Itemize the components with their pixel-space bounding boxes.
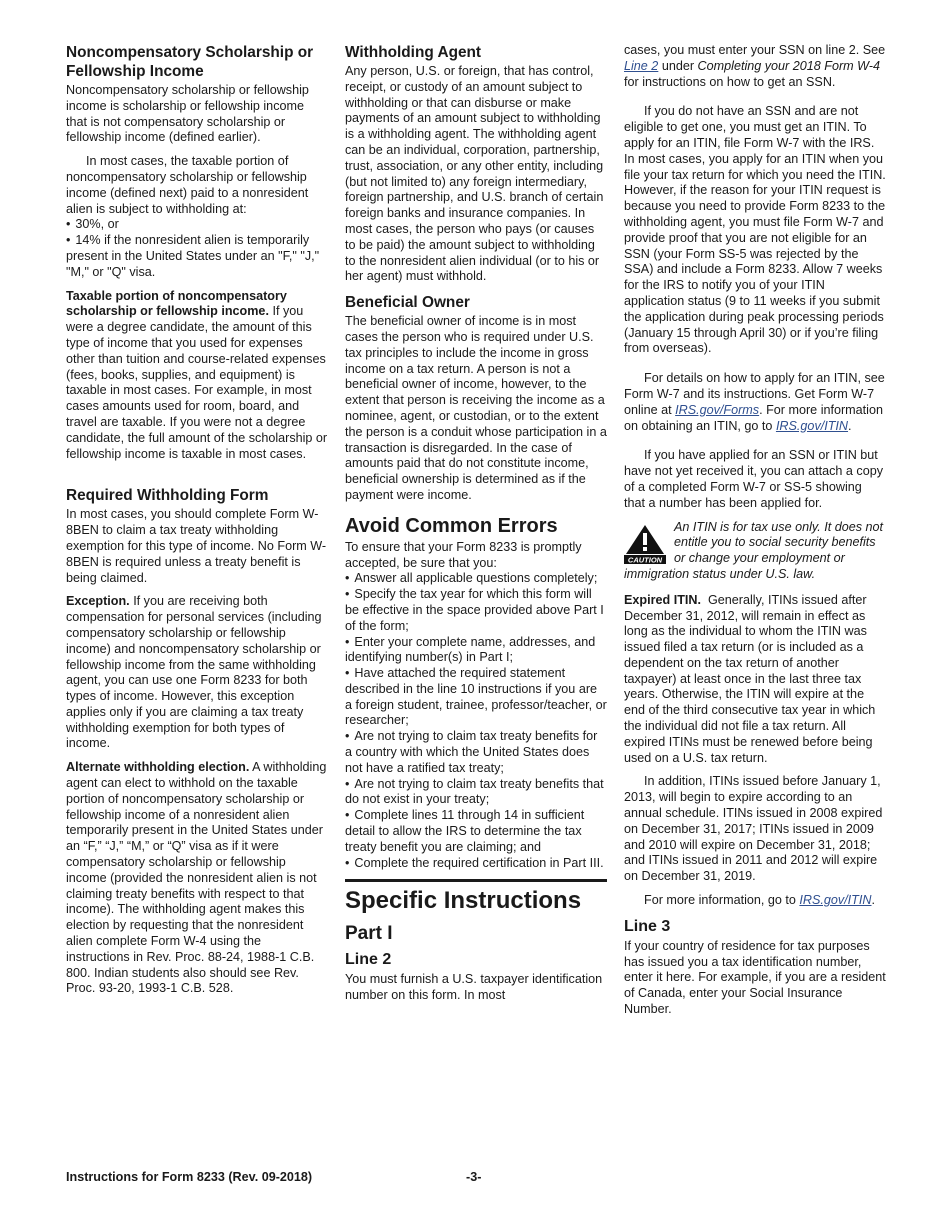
paragraph: Exception. If you are receiving both compensation for personal services (including compensatory scholarship or fellowship income) and noncompensatory scholarship or fellowship income from the same withholding agent, you can use one Form 8233 for both types of income. However, this exception applies only if you are claiming a tax treaty withholding exemption for both types of income. bbox=[66, 594, 322, 751]
paragraph: cases, you must enter your SSN on line 2. See Line 2 under Completing your 2018 Form W-4 for instructions on how to get an SSN. bbox=[624, 43, 886, 89]
irs-forms-link[interactable]: IRS.gov/Forms bbox=[675, 402, 760, 417]
list-item: • Complete the required certification in Part III. bbox=[345, 856, 607, 872]
heading-noncompensatory: Noncompensatory Scholarship or Fellowship Income bbox=[66, 44, 314, 80]
caution-text: An ITIN is for tax use only. It does not entitle you to social security benefits or change your employment or immigration status under U.S. law. bbox=[624, 519, 884, 581]
paragraph: The beneficial owner of income is in most cases the person who is required under U.S. tax principles to include the income in gross income on a tax return. A person is not a beneficial owner of income, however, to the extent that person is receiving the income as a nominee, agent, or custodian, or to the extent the person is a conduit whose participation in a transaction is disregarded. In the case of amounts paid that do not constitute income, beneficial ownership is determined as if the payment were income. bbox=[345, 314, 607, 502]
list-item: • Are not trying to claim tax treaty benefits that do not exist in your treaty; bbox=[345, 777, 607, 809]
column-3 bbox=[624, 43, 886, 1026]
heading-line-2: Line 2 bbox=[345, 951, 392, 969]
footer-form-title: Instructions for Form 8233 (Rev. 09-2018) bbox=[66, 1170, 313, 1184]
paragraph: If your country of residence for tax purposes has issued you a tax identification number, enter it here. For example, if you are a resident of Canada, enter your Social Insurance Number. bbox=[624, 938, 886, 1017]
paragraph: In addition, ITINs issued before January 1, 2013, will begin to expire according to an annual schedule. ITINs issued in 2008 expired on December 31, 2017; ITINs issued in 2009 and 2010 will expire on December 31, 2018; and ITINs issued in 2011 and 2012 will expire on December 31, 2019. bbox=[624, 774, 883, 884]
run-in-heading: Expired ITIN. bbox=[624, 592, 701, 607]
column-1 bbox=[66, 43, 328, 1005]
list-item: • 30%, or bbox=[66, 217, 328, 233]
rate-list bbox=[66, 217, 328, 280]
heading-beneficial-owner: Beneficial Owner bbox=[345, 294, 470, 312]
heading-line-3: Line 3 bbox=[624, 917, 671, 935]
list-item: • 14% if the nonresident alien is temporarily present in the United States under an "F," "J," "M," or "Q" visa. bbox=[66, 233, 328, 280]
list-item: • Have attached the required statement described in the line 10 instructions if you are a foreign student, trainee, professor/teacher, or researcher; bbox=[345, 666, 607, 729]
list-item: • Answer all applicable questions completely; bbox=[345, 571, 607, 587]
list-item: • Complete lines 11 through 14 in sufficient detail to allow the IRS to determine the tax treaty benefit you are claiming; and bbox=[345, 808, 607, 855]
heading-specific-instructions: Specific Instructions bbox=[345, 879, 607, 916]
heading-required-form: Required Withholding Form bbox=[66, 487, 269, 505]
errors-list bbox=[345, 571, 607, 871]
heading-withholding-agent: Withholding Agent bbox=[345, 44, 482, 61]
caution-label: CAUTION bbox=[627, 555, 663, 564]
paragraph: In most cases, the taxable portion of noncompensatory scholarship or fellowship income (defined next) paid to a nonresident alien is subject to withholding at: bbox=[66, 154, 309, 216]
heading-part-1: Part I bbox=[345, 923, 393, 945]
paragraph: For details on how to apply for an ITIN, see Form W-7 and its instructions. Get Form W-7 online at IRS.gov/Forms. For more information on obtaining an ITIN, go to IRS.gov/ITIN. bbox=[624, 371, 885, 433]
list-item: • Enter your complete name, addresses, and identifying number(s) in Part I; bbox=[345, 635, 607, 667]
irs-itin-link[interactable]: IRS.gov/ITIN bbox=[775, 418, 849, 433]
paragraph: You must furnish a U.S. taxpayer identification number on this form. In most bbox=[345, 972, 603, 1003]
paragraph: If you have applied for an SSN or ITIN but have not yet received it, you can attach a copy of a completed Form W-7 or SS-5 showing that a number has been applied for. bbox=[624, 448, 884, 510]
paragraph: Noncompensatory scholarship or fellowship income is scholarship or fellowship income that is not compensatory scholarship or fellowship income (defined earlier). bbox=[66, 83, 309, 145]
caution-triangle-icon bbox=[624, 524, 666, 564]
run-in-heading: Taxable portion of noncompensatory scholarship or fellowship income. bbox=[66, 288, 287, 319]
paragraph: Expired ITIN. Generally, ITINs issued after December 31, 2012, will remain in effect as long as the individual to whom the ITIN was issued filed a tax return (or is included as a dependent on the tax return of another taxpayer) at least once in the last three tax years. Otherwise, the ITIN will expire at the end of the third consecutive tax year in which the individual did not file a tax return. All expired ITINs must be renewed before being used on a U.S. tax return. bbox=[624, 592, 876, 765]
line-2-link[interactable]: Line 2 bbox=[624, 58, 659, 73]
caution-box bbox=[624, 520, 886, 583]
paragraph: To ensure that your Form 8233 is promptly accepted, be sure that you: bbox=[345, 539, 582, 570]
list-item: • Are not trying to claim tax treaty benefits for a country with which the United States does not have a ratified tax treaty; bbox=[345, 729, 607, 776]
paragraph: In most cases, you should complete Form W-8BEN to claim a tax treaty withholding exemption for this type of income. No Form W-8BEN is required unless a treaty benefit is being claimed. bbox=[66, 507, 327, 585]
paragraph: Alternate withholding election. A withholding agent can elect to withhold on the taxable portion of noncompensatory scholarship or fellowship income of a nonresident alien temporarily present in the United States under an “F,” “J,” “M,” or “Q” visa as if it were compensatory scholarship or fellowship income (provided the nonresident alien is not claiming treaty benefits with respect to that income). The withholding agent makes this election by requesting that the nonresident alien complete Form W-4 using the instructions in Rev. Proc. 88-24, 1988-1 C.B. 800. Indian students also should see Rev. Proc. 93-20, 1993-1 C.B. 528. bbox=[66, 760, 327, 996]
paragraph: If you do not have an SSN and are not eligible to get one, you must get an ITIN. To apply for an ITIN, file Form W-7 with the IRS. In most cases, you apply for an ITIN when you file your tax return for which you need the ITIN. However, if the reason for your ITIN request is because you need to provide Form 8233 to the withholding agent, you must file Form W-7 and provide proof that you are not eligible for an SSN (your Form SS-5 was rejected by the SSA) and include a Form 8233. Allow 7 weeks for the IRS to notify you of your ITIN application status (9 to 11 weeks if you submit the application during peak processing periods (January 15 through April 30) or if you’re filing from overseas). bbox=[624, 104, 886, 356]
footer-page-number: -3- bbox=[466, 1170, 482, 1184]
list-item: • Specify the tax year for which this form will be effective in the space provided above Part I of the form; bbox=[345, 587, 607, 634]
run-in-heading: Alternate withholding election. bbox=[66, 760, 250, 775]
run-in-heading: Exception. bbox=[66, 594, 130, 609]
paragraph: Taxable portion of noncompensatory scholarship or fellowship income. If you were a degree candidate, the amount of this type of income that you used for expenses other than tuition and course-related expenses (fees, books, supplies, and equipment) is taxable in most cases. For example, in most cases amounts used for room, board, and travel are taxable. If you were not a degree candidate, the full amount of the scholarship or fellowship income is taxable in most cases. bbox=[66, 288, 328, 461]
column-2 bbox=[345, 43, 607, 1012]
paragraph: For more information, go to IRS.gov/ITIN. bbox=[644, 893, 875, 908]
irs-itin-more-link[interactable]: IRS.gov/ITIN bbox=[799, 893, 872, 908]
paragraph: Any person, U.S. or foreign, that has control, receipt, or custody of an amount subject to withholding or that can disburse or make payments of an amount subject to withholding is a withholding agent. The withholding agent can be an individual, corporation, partnership, trust, association, or any other entity, including (but not limited to) any foreign intermediary, foreign partnership, and U.S. branch of certain foreign banks and insurance companies. In most cases, the person who pays (or causes to be paid) the amount subject to withholding to the nonresident alien individual (or to his or her agent) must withhold. bbox=[345, 64, 604, 284]
heading-avoid-errors: Avoid Common Errors bbox=[345, 514, 558, 537]
